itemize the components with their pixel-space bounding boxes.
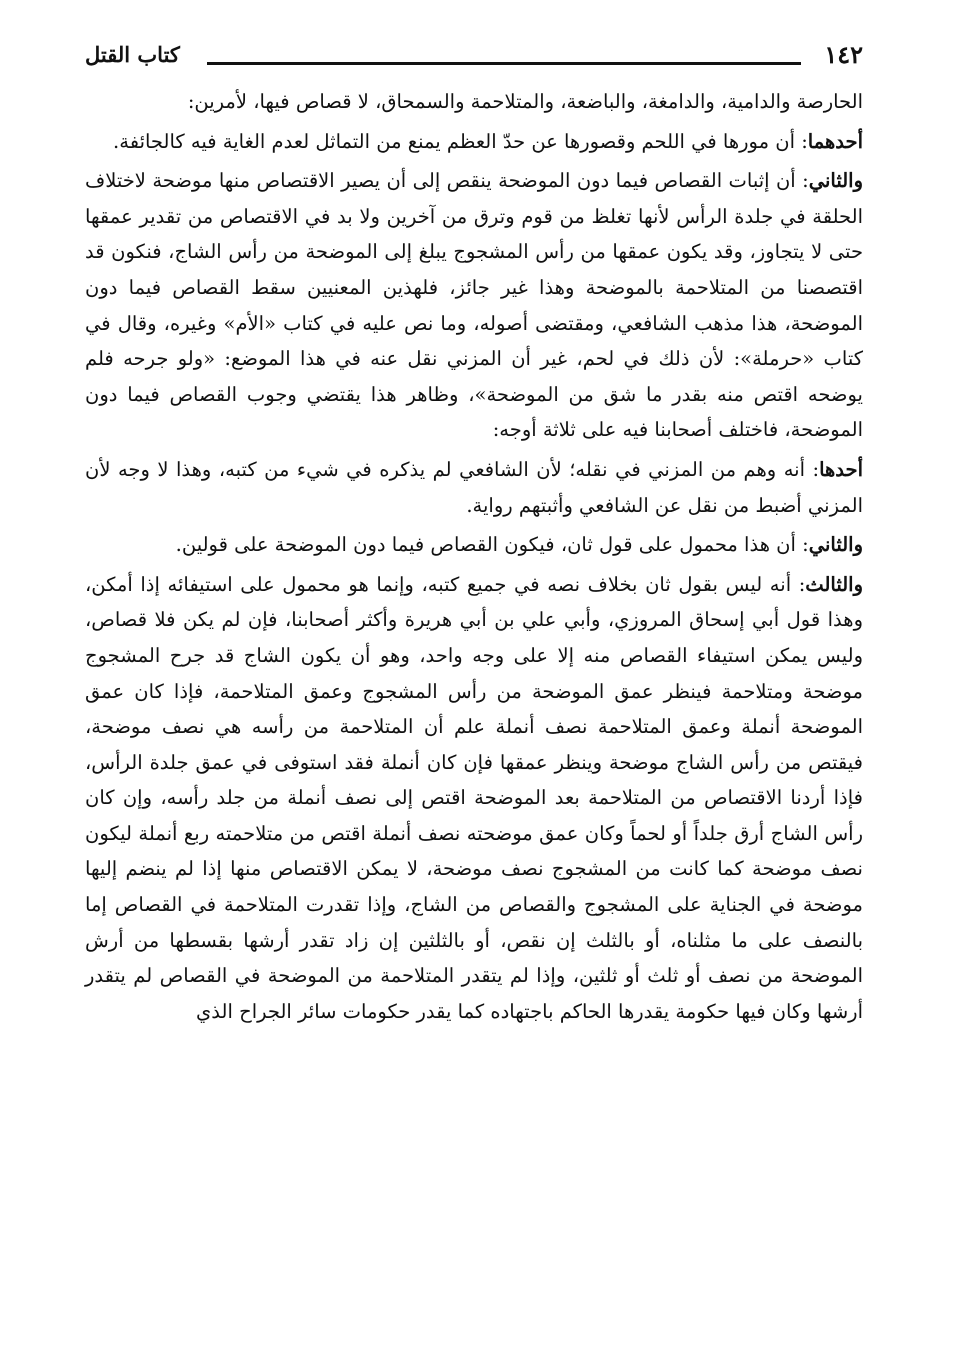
paragraph-text: : أنه وهم من المزني في نقله؛ لأن الشافعي لم يذكره في شيء من كتبه، وهذا لا وجه لأن المزني أضبط من نقل عن الشافعي وأثبتهم رواية. xyxy=(85,457,863,517)
paragraph-text: : أن هذا محمول على قول ثان، فيكون القصاص فيما دون الموضحة على قولين. xyxy=(175,533,809,557)
paragraph-label: أحدهما xyxy=(807,129,863,153)
page-number: ١٤٢ xyxy=(824,40,863,69)
paragraph-text: : أنه ليس بقول ثان بخلاف نصه في جميع كتبه، وإنما هو محمول على استيفائه إذا أمكن، وهذا قول أبي إسحاق المروزي، وأبي علي بن أبي هريرة وأكثر أصحابنا، فإن لم يكن فلا قصاص، وليس يمكن استيفاء القصاص منه إلا على وجه واحد، وهو أن يكون الشاج قد جرح المشجوج موضحة ومتلاحمة فينظر عمق الموضحة من رأس المشجوج وعمق المتلاحمة، فإذا كان عمق الموضحة أنملة وعمق المتلاحمة نصف أنملة علم أن المتلاحمة من رأسه هي نصف موضحة، فيقتص من رأس الشاج موضحة وينظر عمقها فإن كان أنملة فقد استوفى في عمق جلدة الرأس، فإذا أردنا الاقتصاص من المتلاحمة بعد الموضحة اقتص إلى نصف أنملة من جلد رأسه، وإن كان رأس الشاج أرق جلداً أو لحماً وكان عمق موضحته نصف أنملة اقتص من متلاحمته ربع أنملة ليكون نصف موضحة كما كانت من المشجوج نصف موضحة، لا يمكن الاقتصاص منها إذا لم ينضم إليها موضحة في الجناية على المشجوج والقصاص من الشاج، وإذا تقدرت المتلاحمة في القصاص إما بالنصف على ما مثلناه، أو بالثلث إن نقص، أو بالثلثين إن زاد تقدر أرشها بقسطها من أرش الموضحة من نصف أو ثلث أو ثلثين، وإذا لم يتقدر المتلاحمة من الموضحة في القصاص لم يتقدر أرشها وكان فيها حكومة يقدرها الحاكم باجتهاده كما يقدر حكومات سائر الجراح الذي xyxy=(85,572,863,1023)
page-header xyxy=(85,40,863,84)
paragraph xyxy=(85,124,863,160)
paragraph-label: والثالث xyxy=(805,572,863,596)
paragraph-text: الحارصة والدامية، والدامغة، والباضعة، والمتلاحمة والسمحاق، لا قصاص فيها، لأمرين: xyxy=(187,90,863,113)
paragraph-label: والثاني xyxy=(808,169,863,193)
paragraph xyxy=(85,527,863,563)
paragraph xyxy=(85,84,863,120)
paragraph-label: أحدها xyxy=(819,457,863,481)
paragraph-text: : أن إثبات القصاص فيما دون الموضحة ينقص إلى أن يصير الاقتصاص منها موضحة لاختلاف الحلقة في جلدة الرأس لأنها تغلظ من قوم وترق من آخرين ولا بد في الاقتصاص من تقدير عمقها حتى لا يتجاوز، وقد يكون عمقها من رأس المشجوج يبلغ إلى الموضحة من رأس الشاج، فنكون قد اقتصصنا من المتلاحمة بالموضحة وهذا غير جائز، فلهذين المعنيين سقط القصاص فيما دون الموضحة، هذا مذهب الشافعي، ومقتضى أصوله، وما نص عليه في كتاب «الأم» وغيره، وقال في كتاب «حرملة»: لأن ذلك في لحم، غير أن المزني نقل عنه في هذا الموضع: «ولو جرحه فلم يوضحه اقتص منه بقدر ما شق من الموضحة»، وظاهر هذا يقتضي وجوب القصاص فيما دون الموضحة، فاختلف أصحابنا فيه على ثلاثة أوجه: xyxy=(85,169,863,442)
paragraph xyxy=(85,163,863,448)
page-body xyxy=(85,84,863,1029)
chapter-title: كتاب القتل xyxy=(85,42,180,67)
header-rule xyxy=(207,62,801,65)
paragraph-label: والثاني xyxy=(808,533,863,557)
paragraph xyxy=(85,452,863,523)
paragraph-text: : أن مورها في اللحم وقصورها عن حدّ العظم يمنع من التماثل لعدم الغاية فيه كالجائفة. xyxy=(113,129,808,153)
paragraph xyxy=(85,567,863,1030)
